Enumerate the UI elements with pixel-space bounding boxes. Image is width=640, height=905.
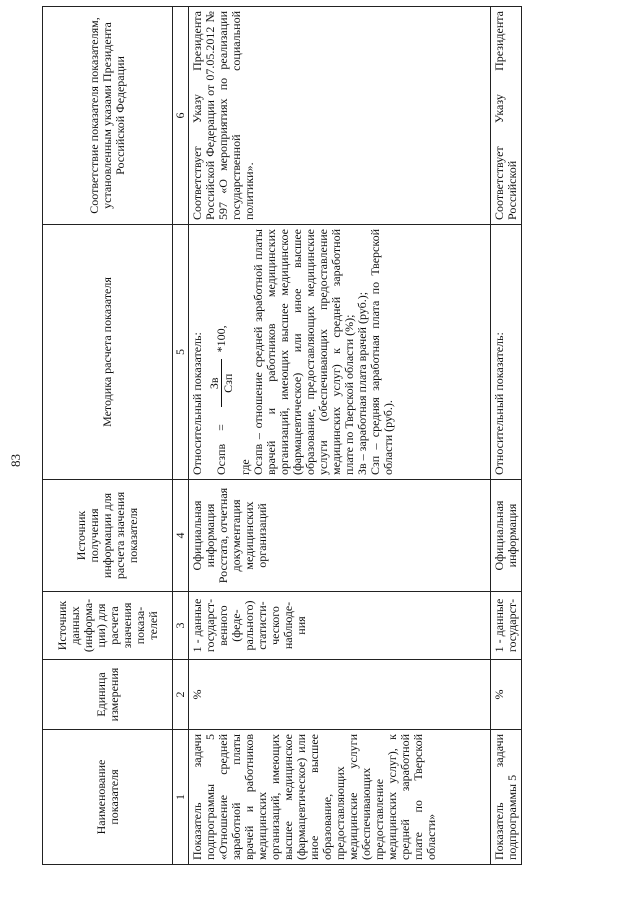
header-cell: Соответствие показателя показателям, установленным указами Президента Российской Федерации (43, 7, 173, 225)
col-number: 6 (173, 7, 189, 225)
indicators-table (42, 6, 522, 865)
formula-left: Осзпв (214, 443, 228, 475)
col-number: 4 (173, 480, 189, 592)
page-number: 83 (8, 454, 23, 467)
formula-numerator: Зв (208, 359, 222, 407)
column-number-row (173, 7, 189, 865)
col-number: 1 (173, 730, 189, 865)
data-source: 1 - данные государст-венного (феде-рального) статисти-ческого наблюде-ния (189, 592, 491, 660)
method-cell: Относительный показатель: (491, 225, 522, 480)
header-cell: Наименование показателя (43, 730, 173, 865)
table-row (189, 7, 491, 865)
info-origin: Официальная информация Росстата, отчетная документация медицинских организаций (189, 480, 491, 592)
unit-cell: % (491, 660, 522, 730)
header-cell: Методика расчета показателя (43, 225, 173, 480)
definition: Осзпв – отношение средней заработной платы врачей и работников медицинских организаций, имеющих высшее медицинское (фармацевтическое) или иное высшее образование, предоставляющих медицинские услуги (обеспечивающих предоставление медицинских услуг) к средней заработной плате по Тверской области (%); (251, 229, 356, 475)
indicator-name: Показатель задачи подпрограммы 5 «Отношение средней заработной платы врачей и работников медицинских организаций, имеющих высшее медицинское (фармацевтическое) или иное высшее образование, предоставляющих медицинские услуги (обеспечивающих предоставление медицинских услуг), к средней заработной плате по Тверской области» (189, 730, 491, 865)
indicator-name: Показатель задачи подпрограммы 5 (491, 730, 522, 865)
col-number: 2 (173, 660, 189, 730)
formula-fraction (208, 359, 235, 407)
compliance-cell: Соответствует Указу Президента Российской Федерации от 07.05.2012 № 597 «О мероприятиях по реализации государственной социальной политики». (189, 7, 491, 225)
table-row (491, 7, 522, 865)
info-origin: Официальная информация (491, 480, 522, 592)
formula-right: *100, (214, 325, 228, 353)
header-cell: Единица измерения (43, 660, 173, 730)
formula (208, 229, 235, 475)
header-row (43, 7, 173, 865)
definition: Сзп – средняя заработная плата по Тверской области (руб.). (368, 229, 395, 475)
definition: Зв – заработная плата врачей (руб.); (355, 291, 369, 475)
compliance-cell: Соответствует Указу Президента Российской (491, 7, 522, 225)
method-cell (189, 225, 491, 480)
formula-eq: = (214, 424, 228, 431)
formula-denominator: Сзп (221, 373, 235, 393)
col-number: 5 (173, 225, 189, 480)
header-cell: Источник данных (информа-ции) для расчета значения показа-телей (43, 592, 173, 660)
where-label: где (238, 459, 252, 475)
header-cell: Источник получения информации для расчета значения показателя (43, 480, 173, 592)
unit-cell: % (189, 660, 491, 730)
data-source: 1 - данные государст- (491, 592, 522, 660)
col-number: 3 (173, 592, 189, 660)
method-intro: Относительный показатель: (190, 332, 204, 475)
